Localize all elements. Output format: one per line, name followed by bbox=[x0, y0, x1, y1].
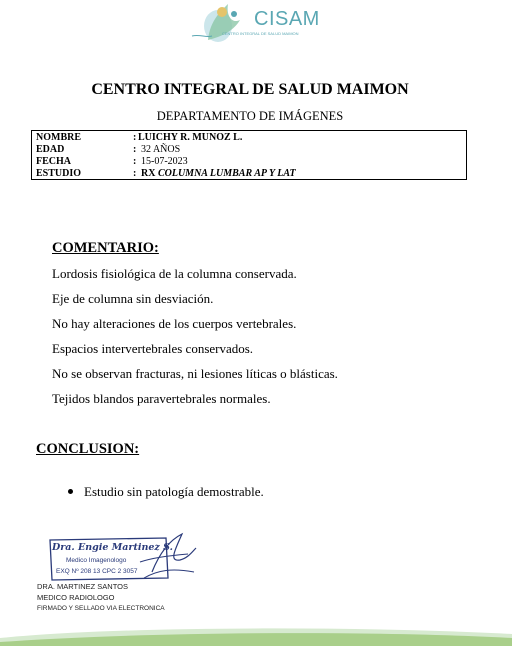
signed-note: FIRMADO Y SELLADO VIA ELECTRONICA bbox=[37, 605, 165, 612]
date-colon: : bbox=[133, 156, 137, 167]
comment-line: No se observan fracturas, ni lesiones líticas o blásticas. bbox=[52, 366, 338, 381]
stamp-exequatur: EXQ Nº 208 13 CPC 2 3057 bbox=[56, 568, 138, 575]
cisam-logo bbox=[188, 0, 318, 46]
comment-line: Eje de columna sin desviación. bbox=[52, 291, 214, 306]
department-title: DEPARTAMENTO DE IMÁGENES bbox=[156, 109, 344, 123]
doctor-stamp bbox=[48, 532, 198, 582]
study-name: COLUMNA LUMBAR AP Y LAT bbox=[157, 168, 296, 179]
name-value: LUICHY R. MUNOZ L. bbox=[138, 132, 243, 143]
document-title: CENTRO INTEGRAL DE SALUD MAIMON bbox=[91, 81, 409, 98]
conclusion-heading: CONCLUSION: bbox=[36, 441, 140, 457]
footer-wave bbox=[0, 624, 512, 646]
logo-subtitle: CENTRO INTEGRAL DE SALUD MAIMON bbox=[222, 31, 299, 36]
date-label: FECHA bbox=[36, 156, 71, 167]
comment-heading: COMENTARIO: bbox=[52, 240, 159, 256]
name-label: NOMBRE bbox=[36, 132, 81, 143]
study-prefix: RX bbox=[141, 168, 156, 179]
comment-line: No hay alteraciones de los cuerpos vertebrales. bbox=[52, 316, 297, 331]
patient-info-box bbox=[31, 130, 467, 180]
date-value: 15-07-2023 bbox=[141, 156, 188, 167]
age-label: EDAD bbox=[36, 144, 65, 155]
study-label: ESTUDIO bbox=[36, 168, 82, 179]
comment-line: Tejidos blandos paravertebrales normales. bbox=[52, 391, 271, 406]
age-colon: : bbox=[133, 144, 137, 155]
study-colon: : bbox=[133, 168, 137, 179]
doctor-name: DRA. MARTINEZ SANTOS bbox=[37, 582, 128, 591]
stamp-role: Medico Imagenologo bbox=[66, 557, 127, 564]
conclusion-text: Estudio sin patología demostrable. bbox=[84, 484, 264, 499]
name-colon: : bbox=[133, 132, 137, 143]
comment-line: Lordosis fisiológica de la columna conservada. bbox=[52, 266, 297, 281]
logo-name: CISAM bbox=[254, 8, 320, 30]
doctor-role: MEDICO RADIOLOGO bbox=[37, 593, 115, 602]
stamp-name: Dra. Engie Martinez S. bbox=[52, 542, 173, 553]
comment-line: Espacios intervertebrales conservados. bbox=[52, 341, 254, 356]
age-value: 32 AÑOS bbox=[141, 144, 181, 155]
bullet-icon bbox=[68, 489, 73, 494]
study-value bbox=[141, 168, 296, 179]
logo-figure-icon bbox=[188, 0, 258, 46]
